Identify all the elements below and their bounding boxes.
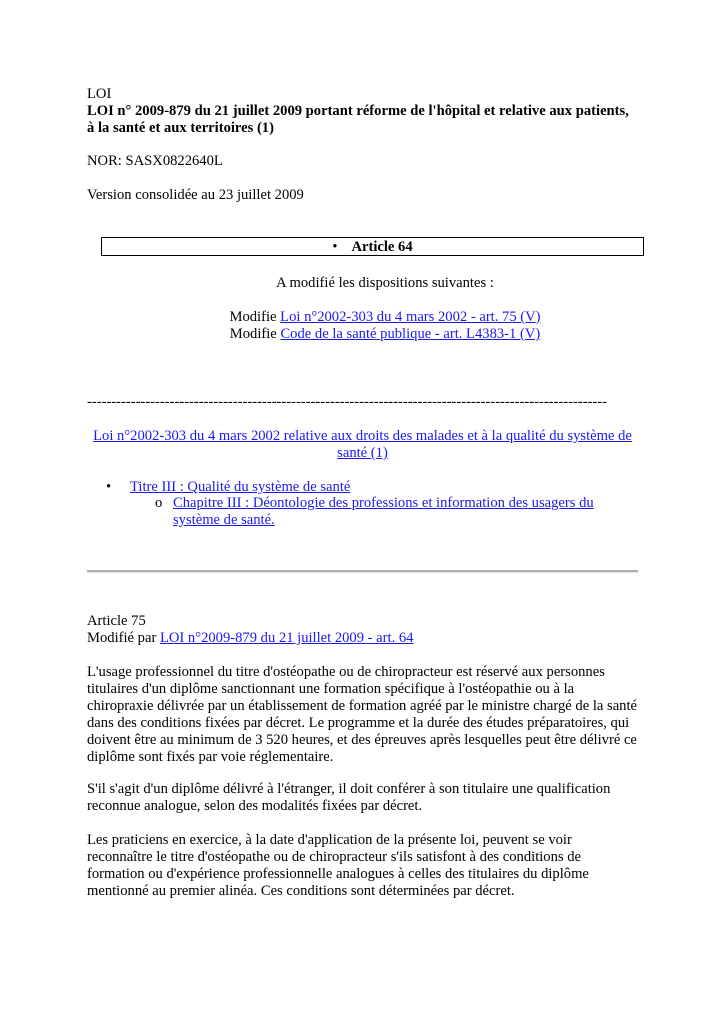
modified-prefix: Modifié par: [87, 630, 157, 646]
paragraph-3-line: reconnaître le titre d'ostéopathe ou de chiropracteur s'ils satisfont à des conditions de: [87, 849, 581, 865]
law-reference: [0, 428, 725, 445]
horizontal-rule: [87, 570, 638, 573]
article-75-modified-by: [87, 630, 413, 647]
link-loi-2002-303-art-75[interactable]: Loi n°2002-303 du 4 mars 2002 - art. 75 (V): [280, 309, 541, 325]
link-loi-2002-303-cont[interactable]: santé (1): [337, 445, 388, 461]
paragraph-1-line: L'usage professionnel du titre d'ostéopathe ou de chiropracteur est réservé aux personnes: [87, 664, 605, 680]
link-chapitre-iii[interactable]: Chapitre III : Déontologie des professions et information des usagers du: [173, 495, 594, 511]
bullet-icon: •: [332, 239, 338, 255]
toc-titre: [130, 479, 350, 496]
modification-prefix: Modifie: [229, 326, 277, 342]
version-date: Version consolidée au 23 juillet 2009: [87, 187, 304, 203]
modification-item: [0, 326, 725, 343]
law-title-line-2: à la santé et aux territoires (1): [87, 120, 274, 136]
toc-chapitre: [173, 495, 594, 512]
nor-code: NOR: SASX0822640L: [87, 153, 223, 169]
modification-prefix: Modifie: [229, 309, 277, 325]
article-64-header: [101, 237, 644, 256]
paragraph-1-line: doivent être au minimum de 3 520 heures, et des épreuves après lesquelles peut être délivré ce: [87, 732, 637, 748]
link-chapitre-iii-cont[interactable]: système de santé.: [173, 512, 275, 528]
modifications-intro: A modifié les dispositions suivantes :: [276, 275, 494, 291]
paragraph-3-line: mentionné au premier alinéa. Ces conditions sont déterminées par décret.: [87, 883, 515, 899]
link-loi-2002-303[interactable]: Loi n°2002-303 du 4 mars 2002 relative aux droits des malades et à la qualité du système de: [93, 428, 632, 444]
article-64-label: Article 64: [351, 239, 413, 255]
law-reference-cont: [0, 445, 725, 462]
paragraph-1-line: diplôme sont fixés par voie réglementaire.: [87, 749, 334, 765]
law-title-line-1: LOI n° 2009-879 du 21 juillet 2009 portant réforme de l'hôpital et relative aux patients,: [87, 103, 629, 119]
link-titre-iii[interactable]: Titre III : Qualité du système de santé: [130, 479, 351, 495]
link-code-sante-publique-l4383-1[interactable]: Code de la santé publique - art. L4383-1 (V): [280, 326, 541, 342]
toc-chapitre-cont: [173, 512, 275, 529]
law-type: LOI: [87, 86, 112, 102]
article-75-title: Article 75: [87, 613, 146, 629]
paragraph-3-line: formation ou d'expérience professionnelle analogues à celles des titulaires du diplôme: [87, 866, 589, 882]
dashed-separator: -----------------------------------------------------------------------------------------------------------: [87, 394, 608, 410]
paragraph-3-line: Les praticiens en exercice, à la date d'application de la présente loi, peuvent se voir: [87, 832, 572, 848]
paragraph-2-line: reconnue analogue, selon des modalités fixées par décret.: [87, 798, 423, 814]
link-loi-2009-879-art-64[interactable]: LOI n°2009-879 du 21 juillet 2009 - art. 64: [159, 630, 414, 646]
toc-bullet-icon: •: [106, 479, 112, 495]
paragraph-1-line: dans des conditions fixées par décret. Le programme et la durée des études préparatoires, qui: [87, 715, 630, 731]
paragraph-2-line: S'il s'agit d'un diplôme délivré à l'étranger, il doit conférer à son titulaire une qualification: [87, 781, 611, 797]
modification-item: [0, 309, 725, 326]
paragraph-1-line: chiropraxie délivrée par un établissement de formation agréé par le ministre chargé de la santé: [87, 698, 638, 714]
paragraph-1-line: titulaires d'un diplôme sanctionnant une formation spécifique à l'ostéopathie ou à la: [87, 681, 575, 697]
toc-sub-bullet-icon: o: [155, 495, 163, 511]
